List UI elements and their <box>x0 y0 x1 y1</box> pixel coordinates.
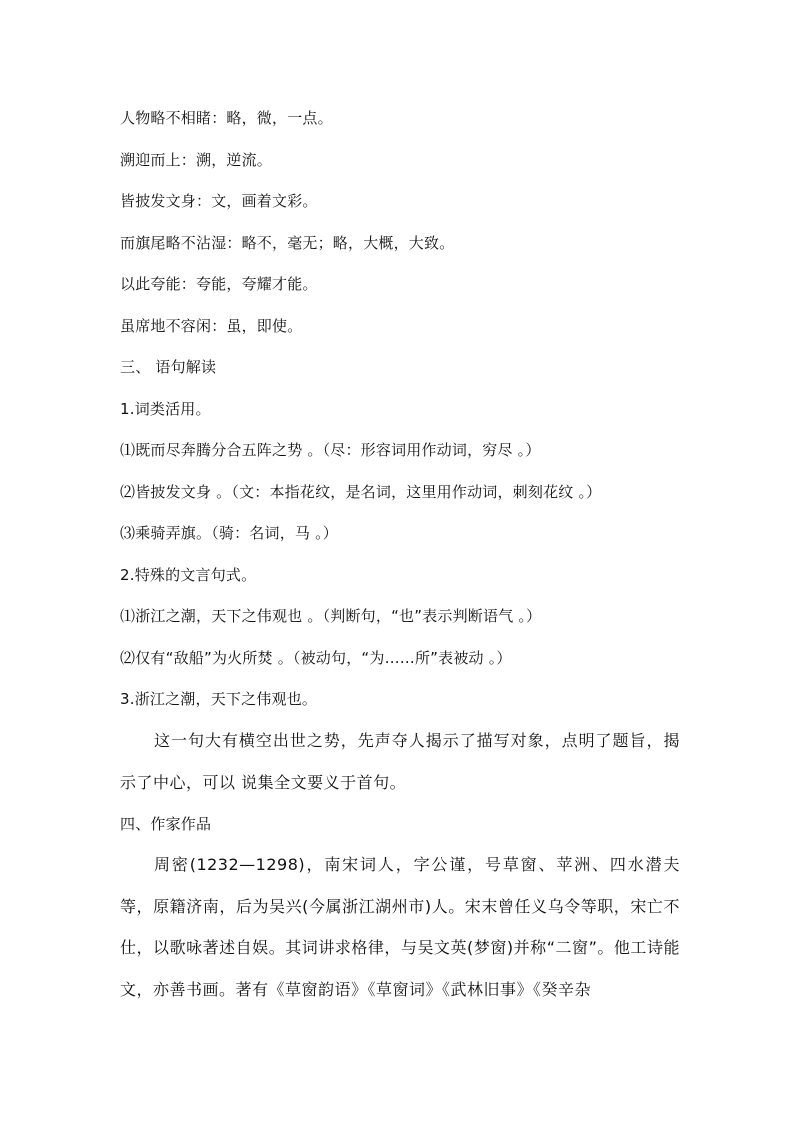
section-heading: 三、 语句解读 <box>120 358 217 376</box>
subsection-heading: 3.浙江之潮，天下之伟观也。 <box>120 690 318 708</box>
vocab-line: 而旗尾略不沾湿：略不，毫无；略，大概，大致。 <box>120 234 455 252</box>
section-heading: 四、作家作品 <box>120 815 212 833</box>
example-line: ⑵仅有“敌船”为火所焚 。（被动句，“为……所”表被动 。） <box>120 649 512 667</box>
author-paragraph: 周密(1232—1298)，南宋词人，字公谨，号草窗、苹洲、四水潜夫等，原籍济南，后为吴兴(今属浙江湖州市)人。宋末曾任义乌令等职，宋亡不仕，以歌咏著述自娱。其词讲求格律，与吴文英(梦窗)并称“二窗”。他工诗能文，亦善书画。著有《草窗韵语》《草窗词》《武林旧事》《癸辛杂 <box>120 855 680 999</box>
analysis-paragraph: 这一句大有横空出世之势，先声夺人揭示了描写对象，点明了题旨，揭示了中心，可以 说集全文要义于首句。 <box>120 731 680 792</box>
example-line: ⑴既而尽奔腾分合五阵之势 。（尽：形容词用作动词，穷尽 。） <box>120 441 541 459</box>
vocab-line: 以此夸能：夸能，夸耀才能。 <box>120 275 318 293</box>
example-line: ⑵皆披发文身 。（文：本指花纹，是名词，这里用作动词，刺刻花纹 。） <box>120 483 602 501</box>
vocab-line: 虽席地不容闲：虽，即使。 <box>120 317 303 335</box>
vocab-line: 人物略不相睹：略，微，一点。 <box>120 109 333 127</box>
subsection-heading: 1.词类活用。 <box>120 400 211 418</box>
vocab-line: 皆披发文身：文，画着文彩。 <box>120 192 318 210</box>
vocab-line: 溯迎而上：溯，逆流。 <box>120 151 273 169</box>
subsection-heading: 2.特殊的文言句式。 <box>120 566 257 584</box>
example-line: ⑶乘骑弄旗。（骑：名词，马 。） <box>120 524 338 542</box>
example-line: ⑴浙江之潮，天下之伟观也 。（判断句，“也”表示判断语气 。） <box>120 607 542 625</box>
